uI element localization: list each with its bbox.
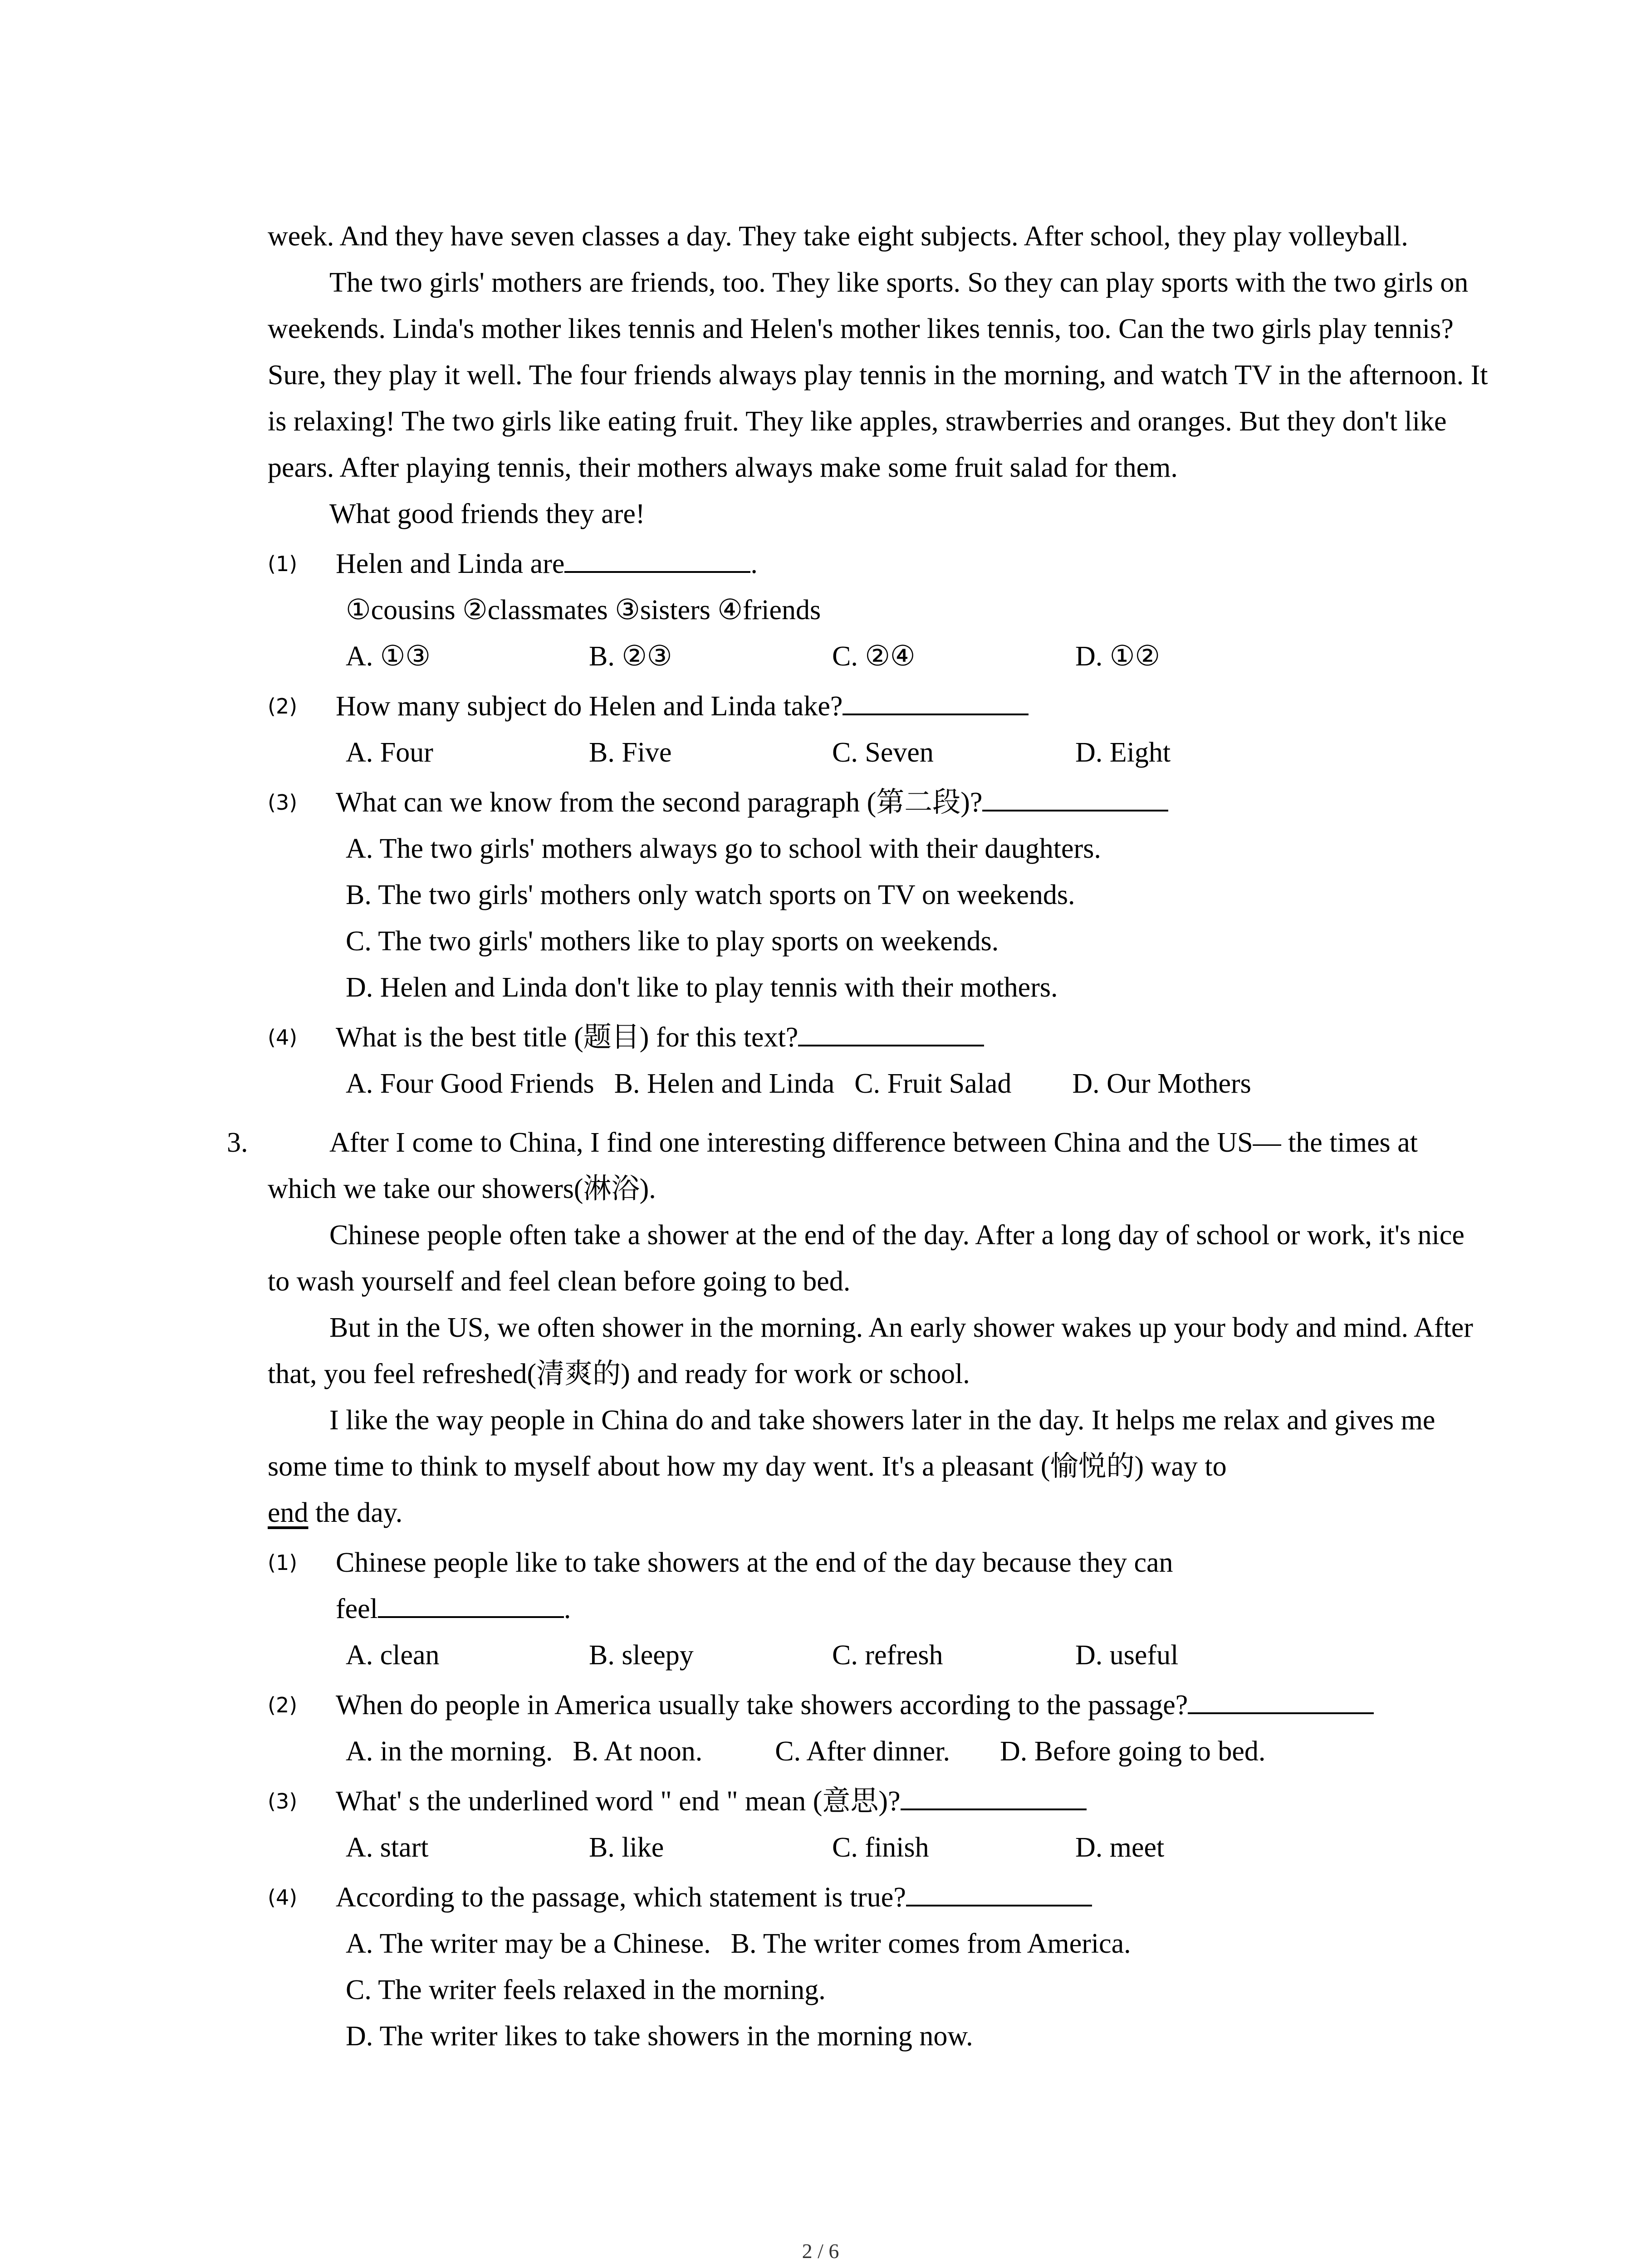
option-d[interactable]: D. The writer likes to take showers in the morning now. xyxy=(346,2021,973,2052)
underlined-word: end xyxy=(268,1497,309,1528)
passage-paragraph: What good friends they are! xyxy=(329,499,645,529)
option-c[interactable]: C. The two girls' mothers like to play sports on weekends. xyxy=(346,926,999,957)
passage-paragraph: After I come to China, I find one interesting difference between China and the US— the times at which we take our showers(淋浴). xyxy=(268,1127,1418,1204)
passage-paragraph: Chinese people often take a shower at the end of the day. After a long day of school or work, it's nice to wash yourself and feel clean before going to bed. xyxy=(268,1220,1465,1297)
question xyxy=(268,1540,1493,1678)
options-row xyxy=(336,1632,1493,1678)
option-a[interactable]: A. The two girls' mothers always go to school with their daughters. xyxy=(346,833,1101,864)
option-c[interactable]: C. The writer feels relaxed in the morning. xyxy=(346,1975,826,2005)
answer-blank[interactable] xyxy=(1188,1684,1374,1714)
question-stem-continued: feel . xyxy=(336,1586,1493,1632)
answer-blank[interactable] xyxy=(843,685,1029,715)
option-d[interactable]: D. meet xyxy=(1075,1832,1165,1863)
question xyxy=(268,1682,1493,1774)
option-b[interactable]: B. sleepy xyxy=(589,1640,694,1671)
option-b[interactable]: B. The writer comes from America. xyxy=(730,1928,1131,1959)
option-a[interactable]: A. ①③ xyxy=(346,641,431,672)
option-b[interactable]: B. Five xyxy=(589,737,672,768)
option-c[interactable]: C. ②④ xyxy=(832,641,916,672)
question-number: (2) xyxy=(268,694,298,719)
option-d[interactable]: D. Our Mothers xyxy=(1072,1068,1251,1099)
question xyxy=(268,1778,1493,1871)
options-row xyxy=(336,729,1493,776)
answer-blank[interactable] xyxy=(901,1780,1087,1810)
option-a[interactable]: A. Four xyxy=(346,737,433,768)
options-row xyxy=(336,1921,1493,1967)
option-c[interactable]: C. Fruit Salad xyxy=(854,1068,1012,1099)
question-number: (1) xyxy=(268,552,298,576)
question xyxy=(268,1014,1493,1107)
options-row xyxy=(336,633,1493,679)
options-row xyxy=(336,1728,1493,1774)
option-b[interactable]: B. The two girls' mothers only watch sports on TV on weekends. xyxy=(346,880,1075,910)
option-b[interactable]: B. like xyxy=(589,1832,664,1863)
question-number: (4) xyxy=(268,1025,298,1050)
passage-paragraph: But in the US, we often shower in the morning. An early shower wakes up your body and mind. After that, you feel refreshed(清爽的) and ready for work or school. xyxy=(268,1312,1473,1389)
question xyxy=(268,541,1493,679)
question-stem: What can we know from the second paragraph (第二段)? xyxy=(336,779,1493,826)
passage-paragraph: The two girls' mothers are friends, too. They like sports. So they can play sports with the two girls on weekends. Linda's mother likes tennis and Helen's mother likes tennis, too. Can the two girls play tennis? Sure, they play it well. The four friends always play tennis in the morning, and watch TV in the afternoon. It is relaxing! The two girls like eating fruit. They like apples, strawberries and oranges. But they don't like pears. After playing tennis, their mothers always make some fruit salad for them. xyxy=(268,267,1488,483)
question xyxy=(268,683,1493,776)
option-c[interactable]: C. refresh xyxy=(832,1640,943,1671)
answer-blank[interactable] xyxy=(906,1877,1092,1906)
page-number: 2 / 6 xyxy=(802,2239,839,2263)
option-a[interactable]: A. The writer may be a Chinese. xyxy=(346,1928,711,1959)
answer-blank[interactable] xyxy=(798,1017,984,1046)
question xyxy=(268,1874,1493,2059)
question-stem: What' s the underlined word " end " mean (意思)? xyxy=(336,1778,1493,1824)
option-a[interactable]: A. in the morning. xyxy=(346,1736,553,1767)
option-b[interactable]: B. Helen and Linda xyxy=(614,1068,835,1099)
question-number: (3) xyxy=(268,1789,298,1813)
option-d[interactable]: D. useful xyxy=(1075,1640,1179,1671)
option-a[interactable]: A. clean xyxy=(346,1640,440,1671)
answer-blank[interactable] xyxy=(378,1588,564,1618)
question-stem: How many subject do Helen and Linda take? xyxy=(336,683,1493,729)
option-d[interactable]: D. Eight xyxy=(1075,737,1171,768)
passage-paragraph: week. And they have seven classes a day. They take eight subjects. After school, they play volleyball. xyxy=(268,221,1408,252)
answer-blank[interactable] xyxy=(564,543,750,573)
option-a[interactable]: A. Four Good Friends xyxy=(346,1068,594,1099)
option-b[interactable]: B. At noon. xyxy=(573,1736,703,1767)
question-number: (1) xyxy=(268,1550,298,1575)
page-content xyxy=(227,213,1493,2059)
option-c[interactable]: C. finish xyxy=(832,1832,929,1863)
answer-blank[interactable] xyxy=(982,782,1168,811)
question-stem: What is the best title (题目) for this text? xyxy=(336,1014,1493,1061)
option-c[interactable]: C. Seven xyxy=(832,737,934,768)
question-sub-list: ①cousins ②classmates ③sisters ④friends xyxy=(346,595,821,626)
options-row xyxy=(336,1061,1493,1107)
option-d[interactable]: D. Before going to bed. xyxy=(1000,1736,1266,1767)
question-stem: Chinese people like to take showers at the end of the day because they can xyxy=(336,1547,1173,1578)
question xyxy=(268,779,1493,1011)
question-number: (4) xyxy=(268,1885,298,1910)
section-number: 3. xyxy=(227,1127,248,1158)
question-stem: When do people in America usually take showers according to the passage? xyxy=(336,1682,1493,1728)
question-stem: Helen and Linda are . xyxy=(336,541,1493,587)
option-a[interactable]: A. start xyxy=(346,1832,429,1863)
option-b[interactable]: B. ②③ xyxy=(589,641,672,672)
question-number: (2) xyxy=(268,1693,298,1717)
passage-paragraph: I like the way people in China do and take showers later in the day. It helps me relax and gives me some time to think to myself about how my day went. It's a pleasant (愉悦的) way to end the day. xyxy=(268,1405,1435,1528)
option-c[interactable]: C. After dinner. xyxy=(775,1736,950,1767)
option-d[interactable]: D. ①② xyxy=(1075,641,1160,672)
reading-section xyxy=(227,1119,1493,2059)
option-d[interactable]: D. Helen and Linda don't like to play tennis with their mothers. xyxy=(346,972,1058,1003)
options-row xyxy=(336,1824,1493,1871)
question-stem: According to the passage, which statement is true? xyxy=(336,1874,1493,1921)
question-number: (3) xyxy=(268,790,298,815)
